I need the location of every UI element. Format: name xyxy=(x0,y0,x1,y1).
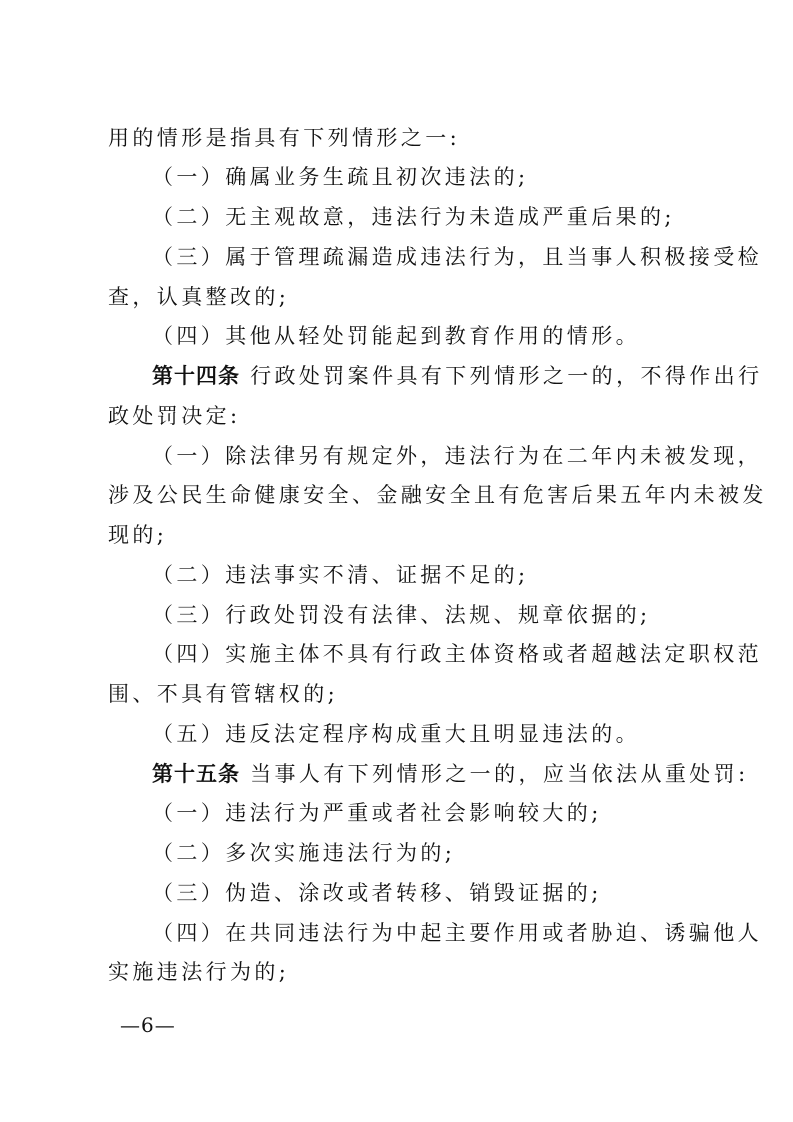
text-line: 现的; xyxy=(108,523,168,547)
article-14-text: 行政处罚案件具有下列情形之一的，不得作出行 xyxy=(250,364,763,388)
list-item: （三）属于管理疏漏造成违法行为，且当事人积极接受检 xyxy=(152,245,762,269)
article-15-line xyxy=(152,757,752,791)
list-item: （二）违法事实不清、证据不足的; xyxy=(152,563,529,587)
list-item: （四）其他从轻处罚能起到教育作用的情形。 xyxy=(152,324,640,348)
list-item: （四）在共同违法行为中起主要作用或者胁迫、诱骗他人 xyxy=(152,921,762,945)
text-line: 涉及公民生命健康安全、金融安全且有危害后果五年内未被发 xyxy=(108,483,767,507)
text-line: 政处罚决定: xyxy=(108,404,241,428)
text-line: 实施违法行为的; xyxy=(108,960,290,984)
list-item: （五）违反法定程序构成重大且明显违法的。 xyxy=(152,722,640,746)
list-item: （二）多次实施违法行为的; xyxy=(152,841,456,865)
article-14-heading: 第十四条 xyxy=(152,364,240,388)
text-line: 围、不具有管辖权的; xyxy=(108,682,339,706)
text-line: 用的情形是指具有下列情形之一: xyxy=(108,126,461,150)
list-item: （一）违法行为严重或者社会影响较大的; xyxy=(152,801,602,825)
text-line: 查，认真整改的; xyxy=(108,285,290,309)
list-item: （四）实施主体不具有行政主体资格或者超越法定职权范 xyxy=(152,642,762,666)
article-15-text: 当事人有下列情形之一的，应当依法从重处罚: xyxy=(250,762,749,786)
page-number: —6— xyxy=(120,1013,176,1037)
list-item: （一）除法律另有规定外，违法行为在二年内未被发现， xyxy=(152,444,762,468)
article-15-heading: 第十五条 xyxy=(152,762,240,786)
article-14-line xyxy=(152,359,763,393)
list-item: （三）行政处罚没有法律、法规、规章依据的; xyxy=(152,603,651,627)
list-item: （三）伪造、涂改或者转移、销毁证据的; xyxy=(152,881,602,905)
list-item: （一）确属业务生疏且初次违法的; xyxy=(152,165,529,189)
list-item: （二）无主观故意，违法行为未造成严重后果的; xyxy=(152,205,675,229)
